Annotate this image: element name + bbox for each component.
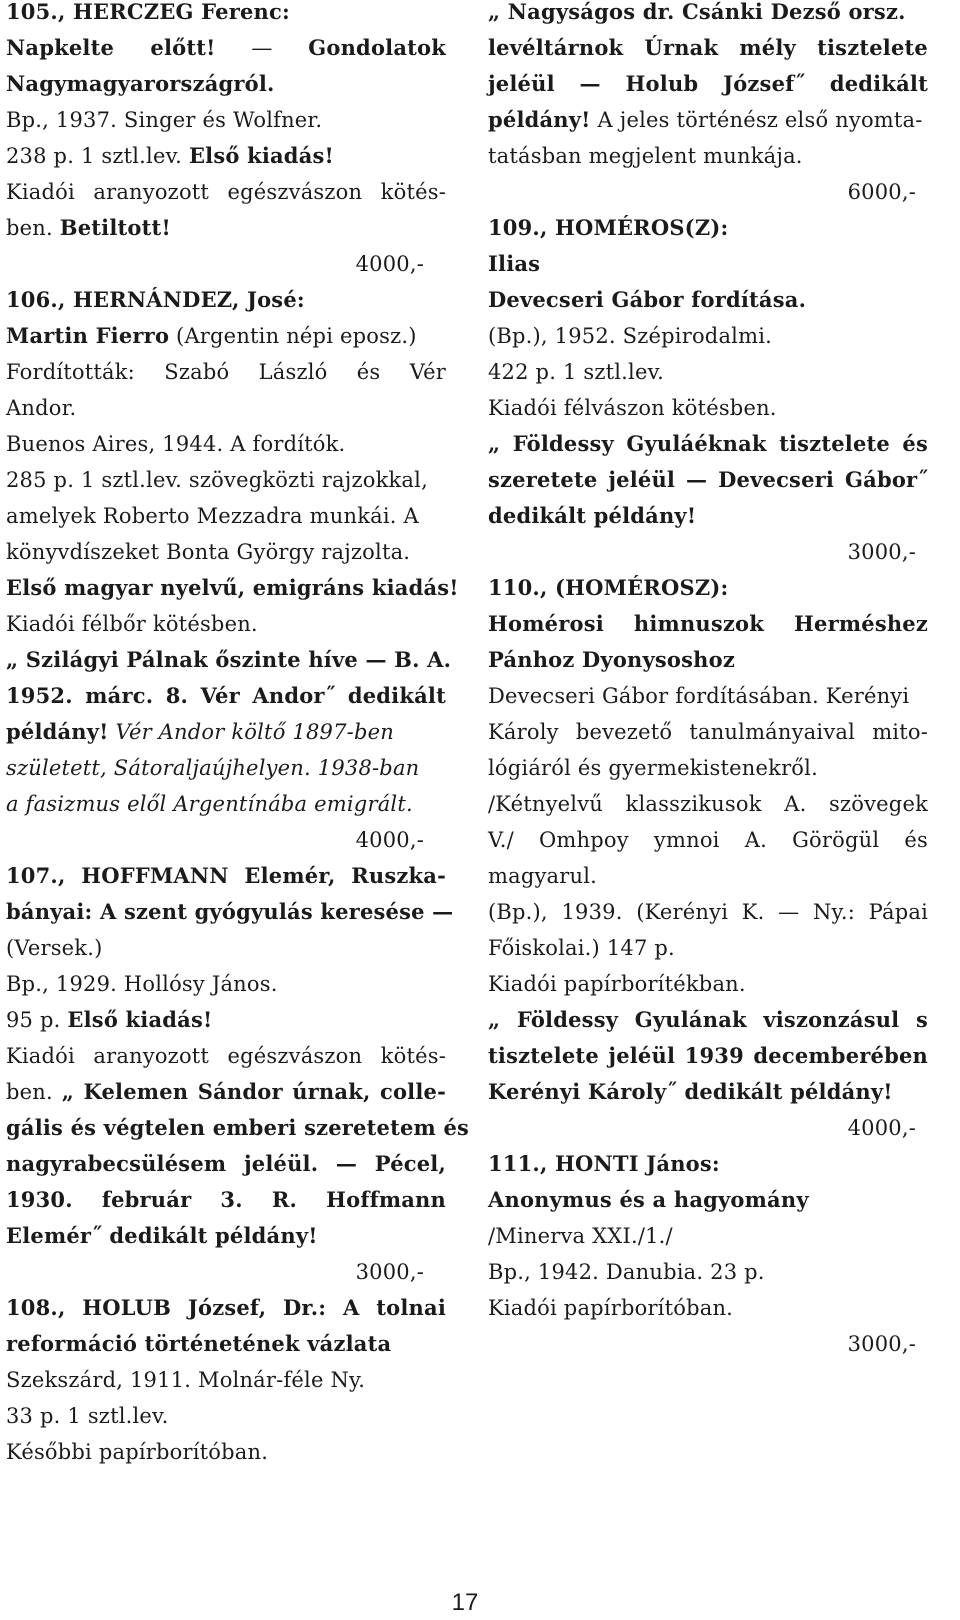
entry-106-translators: Fordították: Szabó László és Vér <box>6 360 446 384</box>
entry-107-header: 107., HOFFMANN Elemér, Ruszka- <box>6 863 447 888</box>
entry-110-price: 4000,- <box>847 1116 916 1140</box>
entry-109-translator: Devecseri Gábor fordítása. <box>488 287 807 312</box>
entry-108-dedication: levéltárnok Úrnak mély tisztelete <box>488 35 928 60</box>
entry-111-header: 111., HONTI János: <box>488 1151 720 1176</box>
entry-106-dedication: „ Szilágyi Pálnak őszinte híve — B. A. <box>6 647 452 672</box>
entry-107-price: 3000,- <box>355 1260 424 1284</box>
entry-111-price: 3000,- <box>847 1332 916 1356</box>
page-number: 17 <box>451 1589 479 1616</box>
entry-105-pages: 238 p. 1 sztl.lev. Első kiadás! <box>6 143 334 168</box>
entry-105-title: Napkelte előtt! — Gondolatok <box>6 35 446 60</box>
entry-110-description: lógiáról és gyermekistenekről. <box>488 756 818 780</box>
entry-108-note: tatásban megjelent munkája. <box>488 144 803 168</box>
entry-109-header: 109., HOMÉROS(Z): <box>488 215 729 240</box>
entry-105-title-cont: Nagymagyarországról. <box>6 71 275 96</box>
entry-109-binding: Kiadói félvászon kötésben. <box>488 396 777 420</box>
entry-107-dedication: Elemér˝ dedikált példány! <box>6 1223 318 1248</box>
entry-110-description: Károly bevezető tanulmányaival mito- <box>488 720 928 744</box>
entry-106-title: Martin Fierro (Argentin népi eposz.) <box>6 323 417 348</box>
entry-110-series: /Kétnyelvű klasszikusok A. szövegek <box>488 792 928 816</box>
entry-110-dedication: tisztelete jeléül 1939 decemberében <box>488 1043 928 1068</box>
entry-108-dedication-note: példány! A jeles történész első nyomta- <box>488 107 923 132</box>
entry-110-dedication: „ Földessy Gyulának viszonzásul s <box>488 1007 928 1032</box>
entry-106-price: 4000,- <box>355 828 424 852</box>
entry-110-imprint: (Bp.), 1939. (Kerényi K. — Ny.: Pápai <box>488 900 928 924</box>
entry-106-translators-cont: Andor. <box>6 396 77 420</box>
entry-107-imprint: Bp., 1929. Hollósy János. <box>6 972 278 996</box>
entry-109-dedication: dedikált példány! <box>488 503 697 528</box>
entry-107-subtitle: (Versek.) <box>6 936 103 960</box>
entry-110-series: magyarul. <box>488 864 598 888</box>
entry-108-header: 108., HOLUB József, Dr.: A tolnai <box>6 1295 446 1320</box>
entry-108-binding: Későbbi papírborítóban. <box>6 1440 269 1464</box>
entry-106-first-edition: Első magyar nyelvű, emigráns kiadás! <box>6 575 459 600</box>
entry-107-title: bányai: A szent gyógyulás keresése — <box>6 899 454 924</box>
entry-110-dedication: Kerényi Károly˝ dedikált példány! <box>488 1079 893 1104</box>
entry-107-binding-dedication: ben. „ Kelemen Sándor úrnak, colle- <box>6 1079 446 1104</box>
entry-110-binding: Kiadói papírborítékban. <box>488 972 746 996</box>
entry-106-dedication: 1952. márc. 8. Vér Andor˝ dedikált <box>6 683 446 708</box>
entry-108-dedication: „ Nagyságos dr. Csánki Dezső orsz. <box>488 0 906 24</box>
entry-109-dedication: szeretete jeléül — Devecseri Gábor˝ <box>488 467 928 492</box>
entry-106-description: 285 p. 1 sztl.lev. szövegközti rajzokkal, <box>6 468 428 492</box>
entry-105-header: 105., HERCZEG Ferenc: <box>6 0 290 24</box>
entry-106-note: született, Sátoraljaújhelyen. 1938-ban <box>6 756 420 780</box>
entry-106-binding: Kiadói félbőr kötésben. <box>6 612 258 636</box>
entry-107-binding: Kiadói aranyozott egészvászon kötés- <box>6 1044 446 1068</box>
entry-107-dedication: 1930. február 3. R. Hoffmann <box>6 1187 446 1212</box>
entry-107-dedication: nagyrabecsülésem jeléül. — Pécel, <box>6 1151 446 1176</box>
entry-110-series: V./ Omhpoy ymnoi A. Görögül és <box>488 828 928 852</box>
entry-108-pages: 33 p. 1 sztl.lev. <box>6 1404 169 1428</box>
entry-105-binding: Kiadói aranyozott egészvászon kötés- <box>6 180 446 204</box>
entry-110-description: Devecseri Gábor fordításában. Kerényi <box>488 684 910 708</box>
entry-111-imprint: Bp., 1942. Danubia. 23 p. <box>488 1260 765 1284</box>
entry-108-price: 6000,- <box>847 180 916 204</box>
entry-109-price: 3000,- <box>847 540 916 564</box>
entry-105-binding-cont: ben. Betiltott! <box>6 215 171 240</box>
entry-106-description: könyvdíszeket Bonta György rajzolta. <box>6 540 411 564</box>
entry-108-dedication: jeléül — Holub József˝ dedikált <box>488 71 928 96</box>
entry-106-description: amelyek Roberto Mezzadra munkái. A <box>6 504 419 528</box>
entry-105-imprint: Bp., 1937. Singer és Wolfner. <box>6 108 323 132</box>
entry-109-imprint: (Bp.), 1952. Szépirodalmi. <box>488 324 772 348</box>
entry-106-imprint: Buenos Aires, 1944. A fordítók. <box>6 432 346 456</box>
entry-111-title: Anonymus és a hagyomány <box>488 1187 809 1212</box>
entry-106-header: 106., HERNÁNDEZ, José: <box>6 287 305 312</box>
entry-108-imprint: Szekszárd, 1911. Molnár-féle Ny. <box>6 1368 366 1392</box>
entry-111-series: /Minerva XXI./1./ <box>488 1224 673 1248</box>
entry-110-title: Homérosi himnuszok Herméshez <box>488 611 928 636</box>
entry-109-title: Ilias <box>488 251 541 276</box>
entry-110-header: 110., (HOMÉROSZ): <box>488 575 729 600</box>
entry-106-note: a fasizmus elől Argentínába emigrált. <box>6 792 413 816</box>
entry-110-imprint: Főiskolai.) 147 p. <box>488 936 675 960</box>
entry-108-title: reformáció történetének vázlata <box>6 1331 392 1356</box>
entry-111-binding: Kiadói papírborítóban. <box>488 1296 734 1320</box>
entry-109-dedication: „ Földessy Gyuláéknak tisztelete és <box>488 431 928 456</box>
entry-109-pages: 422 p. 1 sztl.lev. <box>488 360 665 384</box>
entry-107-pages: 95 p. Első kiadás! <box>6 1007 213 1032</box>
entry-110-title-cont: Pánhoz Dyonysoshoz <box>488 647 735 672</box>
entry-107-dedication: gális és végtelen emberi szeretetem és <box>6 1115 470 1140</box>
entry-105-price: 4000,- <box>355 252 424 276</box>
entry-106-dedication-note: példány! Vér Andor költő 1897-ben <box>6 719 394 744</box>
